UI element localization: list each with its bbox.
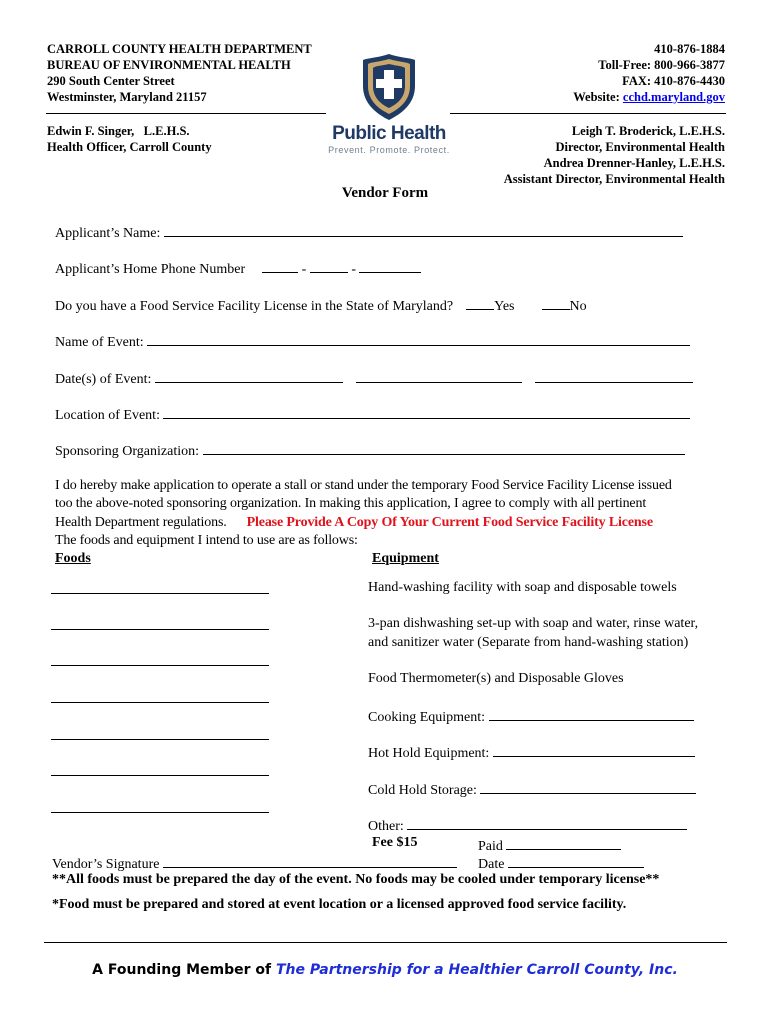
website-label: Website: bbox=[573, 90, 623, 104]
event-date-1-field[interactable] bbox=[155, 368, 343, 383]
director-name: Leigh T. Broderick, L.E.H.S. bbox=[571, 124, 725, 138]
preparation-notice: *Food must be prepared and stored at event location or a licensed approved food service facility. bbox=[52, 897, 627, 912]
sponsor-field[interactable] bbox=[203, 440, 685, 455]
food-item-field[interactable] bbox=[51, 629, 269, 630]
applicant-name-field[interactable] bbox=[164, 222, 683, 237]
event-location-field[interactable] bbox=[163, 404, 690, 419]
director-title: Director, Environmental Health bbox=[555, 140, 725, 154]
equipment-handwashing: Hand-washing facility with soap and disposable towels bbox=[368, 580, 677, 595]
phone-area-code-field[interactable] bbox=[262, 258, 298, 273]
fax-number: FAX: 410-876-4430 bbox=[622, 74, 725, 88]
date-row bbox=[478, 853, 644, 873]
license-no-label: No bbox=[569, 299, 587, 314]
footer-rule bbox=[44, 942, 727, 943]
hot-hold-field[interactable] bbox=[493, 742, 695, 757]
health-officer-block bbox=[47, 123, 212, 155]
city-state-zip: Westminster, Maryland 21157 bbox=[47, 90, 207, 104]
food-item-field[interactable] bbox=[51, 665, 269, 666]
bureau-name: BUREAU OF ENVIRONMENTAL HEALTH bbox=[47, 58, 291, 72]
main-phone: 410-876-1884 bbox=[654, 42, 725, 56]
license-yes-label: Yes bbox=[494, 299, 515, 314]
phone-prefix-field[interactable] bbox=[310, 258, 348, 273]
equipment-cooking-row bbox=[368, 706, 694, 727]
partnership-name: The Partnership for a Healthier Carroll County, Inc. bbox=[276, 962, 678, 978]
event-name-label: Name of Event: bbox=[55, 335, 144, 350]
same-day-notice: **All foods must be prepared the day of the event. No foods may be cooled under temporary license** bbox=[52, 872, 660, 887]
food-item-field[interactable] bbox=[51, 702, 269, 703]
cold-hold-label: Cold Hold Storage: bbox=[368, 783, 477, 798]
paid-row bbox=[478, 835, 621, 855]
signature-label: Vendor’s Signature bbox=[52, 857, 160, 872]
website-line bbox=[573, 89, 725, 105]
phone-line-number-field[interactable] bbox=[359, 258, 421, 273]
event-dates-row bbox=[55, 368, 693, 388]
paid-label: Paid bbox=[478, 839, 503, 854]
event-name-field[interactable] bbox=[147, 331, 690, 346]
signature-row bbox=[52, 853, 457, 873]
equipment-cold-hold-row bbox=[368, 779, 696, 800]
toll-free-phone: Toll-Free: 800-966-3877 bbox=[598, 58, 725, 72]
agency-address-block bbox=[47, 41, 312, 105]
applicant-name-row bbox=[55, 222, 683, 242]
phone-dash: - bbox=[351, 262, 356, 277]
other-label: Other: bbox=[368, 819, 404, 834]
equipment-thermometer: Food Thermometer(s) and Disposable Gloves bbox=[368, 671, 624, 686]
event-location-row bbox=[55, 404, 690, 424]
assistant-director-name: Andrea Drenner-Hanley, L.E.H.S. bbox=[543, 156, 725, 170]
home-phone-row bbox=[55, 258, 421, 278]
home-phone-label: Applicant’s Home Phone Number bbox=[55, 262, 246, 277]
sponsor-label: Sponsoring Organization: bbox=[55, 444, 200, 459]
food-item-field[interactable] bbox=[51, 739, 269, 740]
header-right-rule bbox=[450, 113, 726, 114]
application-statement bbox=[55, 477, 672, 550]
header-left-rule bbox=[46, 113, 326, 114]
cooking-equipment-field[interactable] bbox=[489, 706, 694, 721]
event-dates-label: Date(s) of Event: bbox=[55, 372, 152, 387]
form-title: Vendor Form bbox=[341, 185, 429, 201]
dishwashing-line: and sanitizer water (Separate from hand-washing station) bbox=[368, 635, 689, 650]
license-question-label: Do you have a Food Service Facility License in the State of Maryland? bbox=[55, 299, 454, 314]
food-item-field[interactable] bbox=[51, 812, 269, 813]
hot-hold-label: Hot Hold Equipment: bbox=[368, 746, 490, 761]
license-no-field[interactable] bbox=[542, 295, 570, 310]
date-label: Date bbox=[478, 857, 505, 872]
food-item-field[interactable] bbox=[51, 775, 269, 776]
website-link[interactable]: cchd.maryland.gov bbox=[622, 90, 725, 104]
public-health-logo bbox=[328, 52, 450, 156]
assistant-director-title: Assistant Director, Environmental Health bbox=[503, 172, 725, 186]
license-copy-notice: Please Provide A Copy Of Your Current Food Service Facility License bbox=[246, 514, 653, 530]
equipment-hot-hold-row bbox=[368, 742, 695, 763]
event-date-3-field[interactable] bbox=[535, 368, 693, 383]
paid-field[interactable] bbox=[506, 835, 621, 850]
agency-name: CARROLL COUNTY HEALTH DEPARTMENT bbox=[47, 42, 312, 56]
date-field[interactable] bbox=[508, 853, 644, 868]
health-officer-name: Edwin F. Singer, L.E.H.S. bbox=[47, 124, 190, 138]
event-location-label: Location of Event: bbox=[55, 408, 160, 423]
foods-heading: Foods bbox=[55, 551, 91, 566]
signature-field[interactable] bbox=[163, 853, 457, 868]
equipment-other-row bbox=[368, 815, 687, 836]
director-block bbox=[504, 123, 725, 187]
footer-prefix: A Founding Member of bbox=[92, 962, 276, 978]
equipment-dishwashing bbox=[368, 614, 698, 652]
cooking-label: Cooking Equipment: bbox=[368, 710, 486, 725]
logo-wordmark: Public Health bbox=[332, 123, 446, 144]
applicant-name-label: Applicant’s Name: bbox=[55, 226, 161, 241]
cold-hold-field[interactable] bbox=[480, 779, 696, 794]
statement-line: I do hereby make application to operate a stall or stand under the temporary Food Service Facility License issued bbox=[55, 478, 672, 493]
street-address: 290 South Center Street bbox=[47, 74, 175, 88]
license-yes-field[interactable] bbox=[466, 295, 494, 310]
statement-line bbox=[55, 514, 672, 532]
event-date-2-field[interactable] bbox=[356, 368, 522, 383]
event-name-row bbox=[55, 331, 690, 351]
statement-line: The foods and equipment I intend to use are as follows: bbox=[55, 532, 358, 548]
equipment-heading: Equipment bbox=[372, 551, 439, 566]
dishwashing-line: 3-pan dishwashing set-up with soap and water, rinse water, bbox=[368, 616, 699, 631]
logo-tagline: Prevent. Promote. Protect. bbox=[328, 145, 450, 155]
contact-block bbox=[573, 41, 725, 105]
license-question-row bbox=[55, 295, 587, 315]
shield-cross-icon bbox=[361, 52, 417, 122]
fee-amount: Fee $15 bbox=[372, 835, 418, 850]
health-officer-title: Health Officer, Carroll County bbox=[47, 140, 212, 154]
phone-dash: - bbox=[301, 262, 307, 277]
sponsor-row bbox=[55, 440, 685, 460]
statement-text: Health Department regulations. bbox=[55, 514, 227, 530]
food-item-field[interactable] bbox=[51, 593, 269, 594]
footer-membership bbox=[0, 962, 770, 978]
other-equipment-field[interactable] bbox=[407, 815, 687, 830]
statement-line: too the above-noted sponsoring organization. In making this application, I agree to comply with all pertinent bbox=[55, 496, 647, 512]
